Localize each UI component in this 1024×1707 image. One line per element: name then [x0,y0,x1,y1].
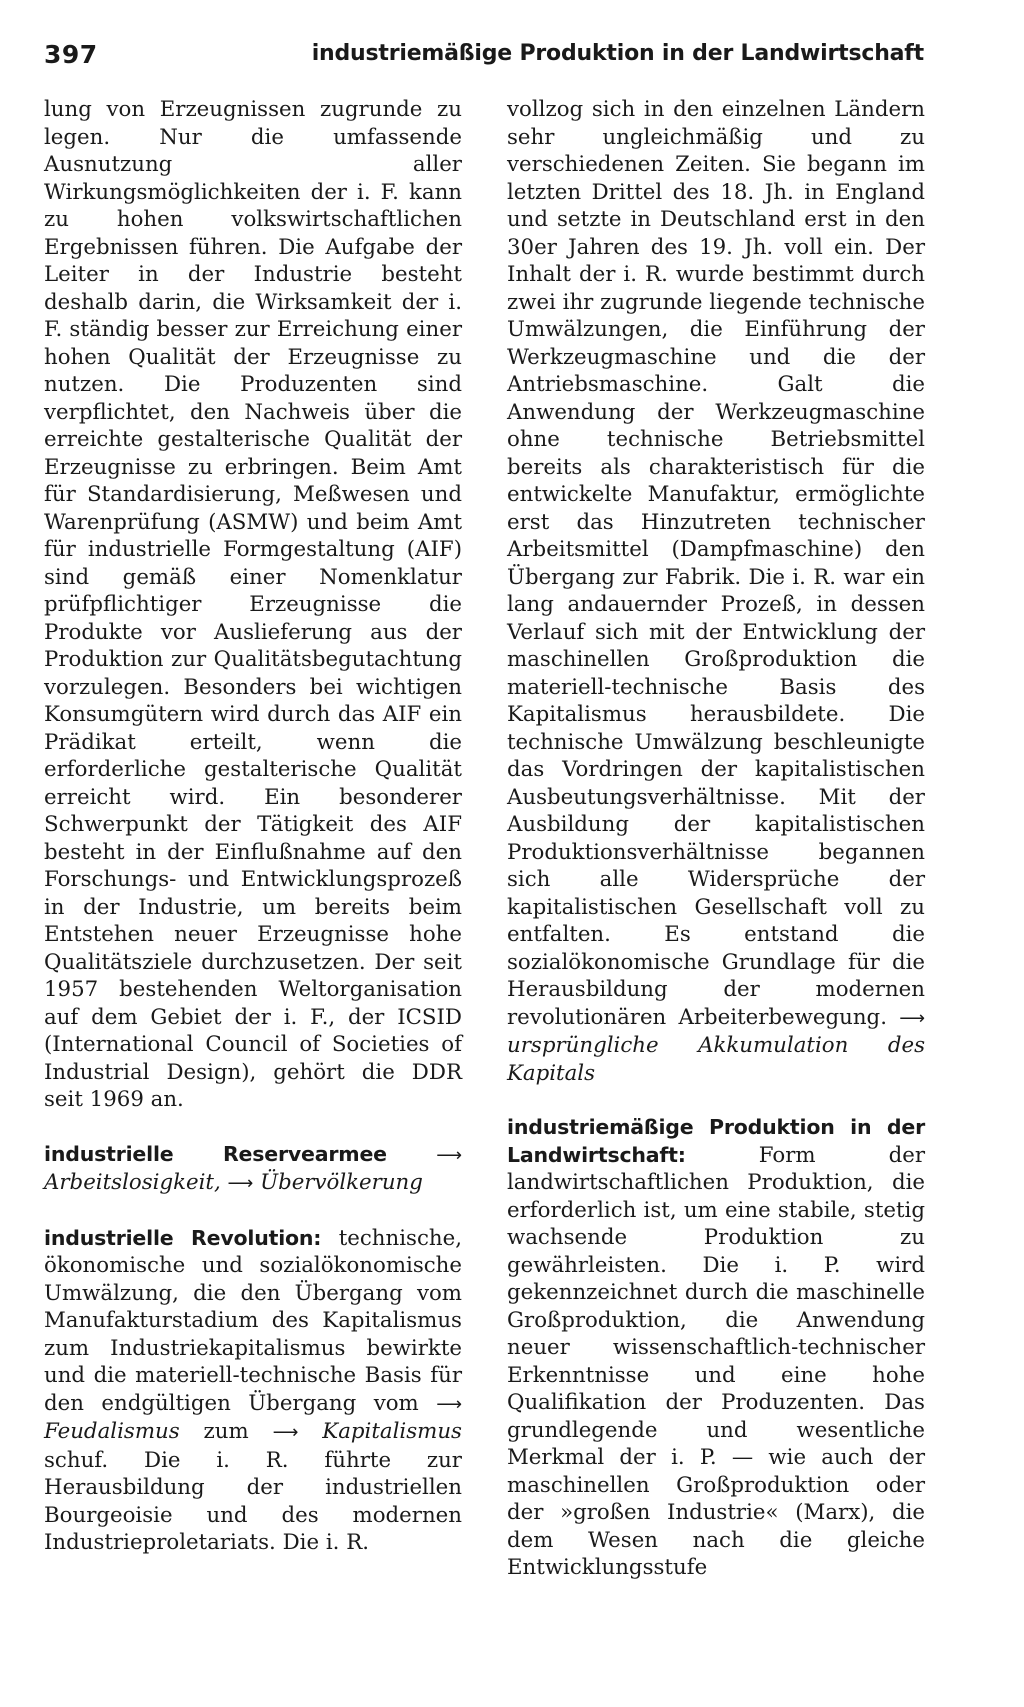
cross-reference-link[interactable]: Arbeitslosigkeit, [44,1170,221,1195]
entry-industrielle-reservearmee [44,1141,462,1198]
cross-reference-arrow-icon: ⟶ [436,1393,462,1415]
left-column [44,96,462,1557]
cross-reference-link[interactable]: Übervölkerung [260,1170,423,1195]
entry-text: technische, ökonomische und sozialökonomische Umwälzung, die den Übergang vom Manufakturstadium des Kapitalismus zum Industriekapitalismus bewirkte und die materiell-technische Basis für den endgültigen Übergang vom [44,1225,462,1416]
entry-text: schuf. Die i. R. führte zur Herausbildung der industriellen Bourgeoisie und des modernen Industrieproletariats. Die i. R. [44,1447,462,1555]
continued-entry-text [44,96,462,1114]
running-head: industriemäßige Produktion in der Landwirtschaft [311,41,924,66]
continued-text: lung von Erzeugnissen zugrunde zu legen. Nur die umfassende Ausnutzung aller Wirkungsmöglichkeiten der i. F. kann zu hohen volkswirtschaftlichen Ergebnissen führen. Die Aufgabe der Leiter in der Industrie besteht deshalb darin, die Wirksamkeit der i. F. ständig besser zur Erreichung einer hohen Qualität der Erzeugnisse zu nutzen. Die Produzenten sind verpflichtet, den Nachweis über die erreichte gestalterische Qualität der Erzeugnisse zu erbringen. Beim Amt für Standardisierung, Meßwesen und Warenprüfung (ASMW) und beim Amt für industrielle Formgestaltung (AIF) sind gemäß einer Nomenklatur prüfpflichtiger Erzeugnisse die Produkte vor Auslieferung aus der Produktion zur Qualitätsbegutachtung vorzulegen. Besonders bei wichtigen Konsumgütern wird durch das AIF ein Prädikat erteilt, wenn die erforderliche gestalterische Qualität erreicht wird. Ein besonderer Schwerpunkt der Tätigkeit des AIF besteht in der Einflußnahme auf den Forschungs- und Entwicklungsprozeß in der Industrie, um bereits beim Entstehen neuer Erzeugnisse hohe Qualitätsziele durchzusetzen. Der seit 1957 bestehenden Weltorganisation auf dem Gebiet der i. F., der ICSID (International Council of Societies of Industrial Design), gehört die DDR seit 1969 an. [44,97,462,1112]
continued-text: vollzog sich in den einzelnen Ländern sehr ungleichmäßig und zu verschiedenen Zeiten. Sie begann im letzten Drittel des 18. Jh. in England und setzte in Deutschland erst in den 30er Jahren des 19. Jh. voll ein. Der Inhalt der i. R. wurde bestimmt durch zwei ihr zugrunde liegende technische Umwälzungen, die Einführung der Werkzeugmaschine und die der Antriebsmaschine. Galt die Anwendung der Werkzeugmaschine ohne technische Betriebsmittel bereits als charakteristisch für die entwickelte Manufaktur, ermöglichte erst das Hinzutreten technischer Arbeitsmittel (Dampfmaschine) den Übergang zur Fabrik. Die i. R. war ein lang andauernder Prozeß, in dessen Verlauf sich mit der Entwicklung der maschinellen Großproduktion die materiell-technische Basis des Kapitalismus herausbildete. Die technische Umwälzung beschleunigte das Vordringen der kapitalistischen Ausbeutungsverhältnisse. Mit der Ausbildung der kapitalistischen Produktionsverhältnisse begannen sich alle Widersprüche der kapitalistischen Gesellschaft voll zu entfalten. Es entstand die sozialökonomische Grundlage für die Herausbildung der modernen revolutionären Arbeiterbewegung. [507,97,925,1030]
cross-reference-arrow-icon: ⟶ [899,1007,925,1029]
entry-term: industrielle Revolution: [44,1225,322,1250]
right-column [507,96,925,1582]
cross-reference-link[interactable]: ursprüngliche Akkumulation des Kapitals [507,1033,925,1086]
cross-reference-arrow-icon: ⟶ [272,1422,299,1443]
page-header [44,40,924,80]
entry-industrielle-revolution [44,1225,462,1557]
entry-text: zum [203,1419,249,1444]
cross-reference-link[interactable]: Kapitalismus [322,1419,462,1444]
continued-entry-text [507,96,925,1087]
entry-industriemaessige-produktion [507,1114,925,1582]
entry-text: Form der landwirtschaftlichen Produktion, die erforderlich ist, um eine stabile, stetig wachsende Produktion zu gewährleisten. Die i. P. wird gekennzeichnet durch die maschinelle Großproduktion, die Anwendung neuer wissenschaftlich-technischer Erkenntnisse und eine hohe Qualifikation der Produzenten. Das grundlegende und wesentliche Merkmal der i. P. — wie auch der maschinellen Großproduktion oder der »großen Industrie« (Marx), die dem Wesen nach die gleiche Entwicklungsstufe [507,1142,925,1580]
cross-reference-arrow-icon: ⟶ [436,1144,462,1166]
entry-term: industrielle Reservearmee [44,1141,387,1166]
entry-term: industriemäßige Produktion in der Landwirtschaft: [507,1115,925,1167]
page-number: 397 [44,40,98,69]
cross-reference-arrow-icon: ⟶ [227,1173,254,1194]
cross-reference-link[interactable]: Feudalismus [44,1419,180,1444]
